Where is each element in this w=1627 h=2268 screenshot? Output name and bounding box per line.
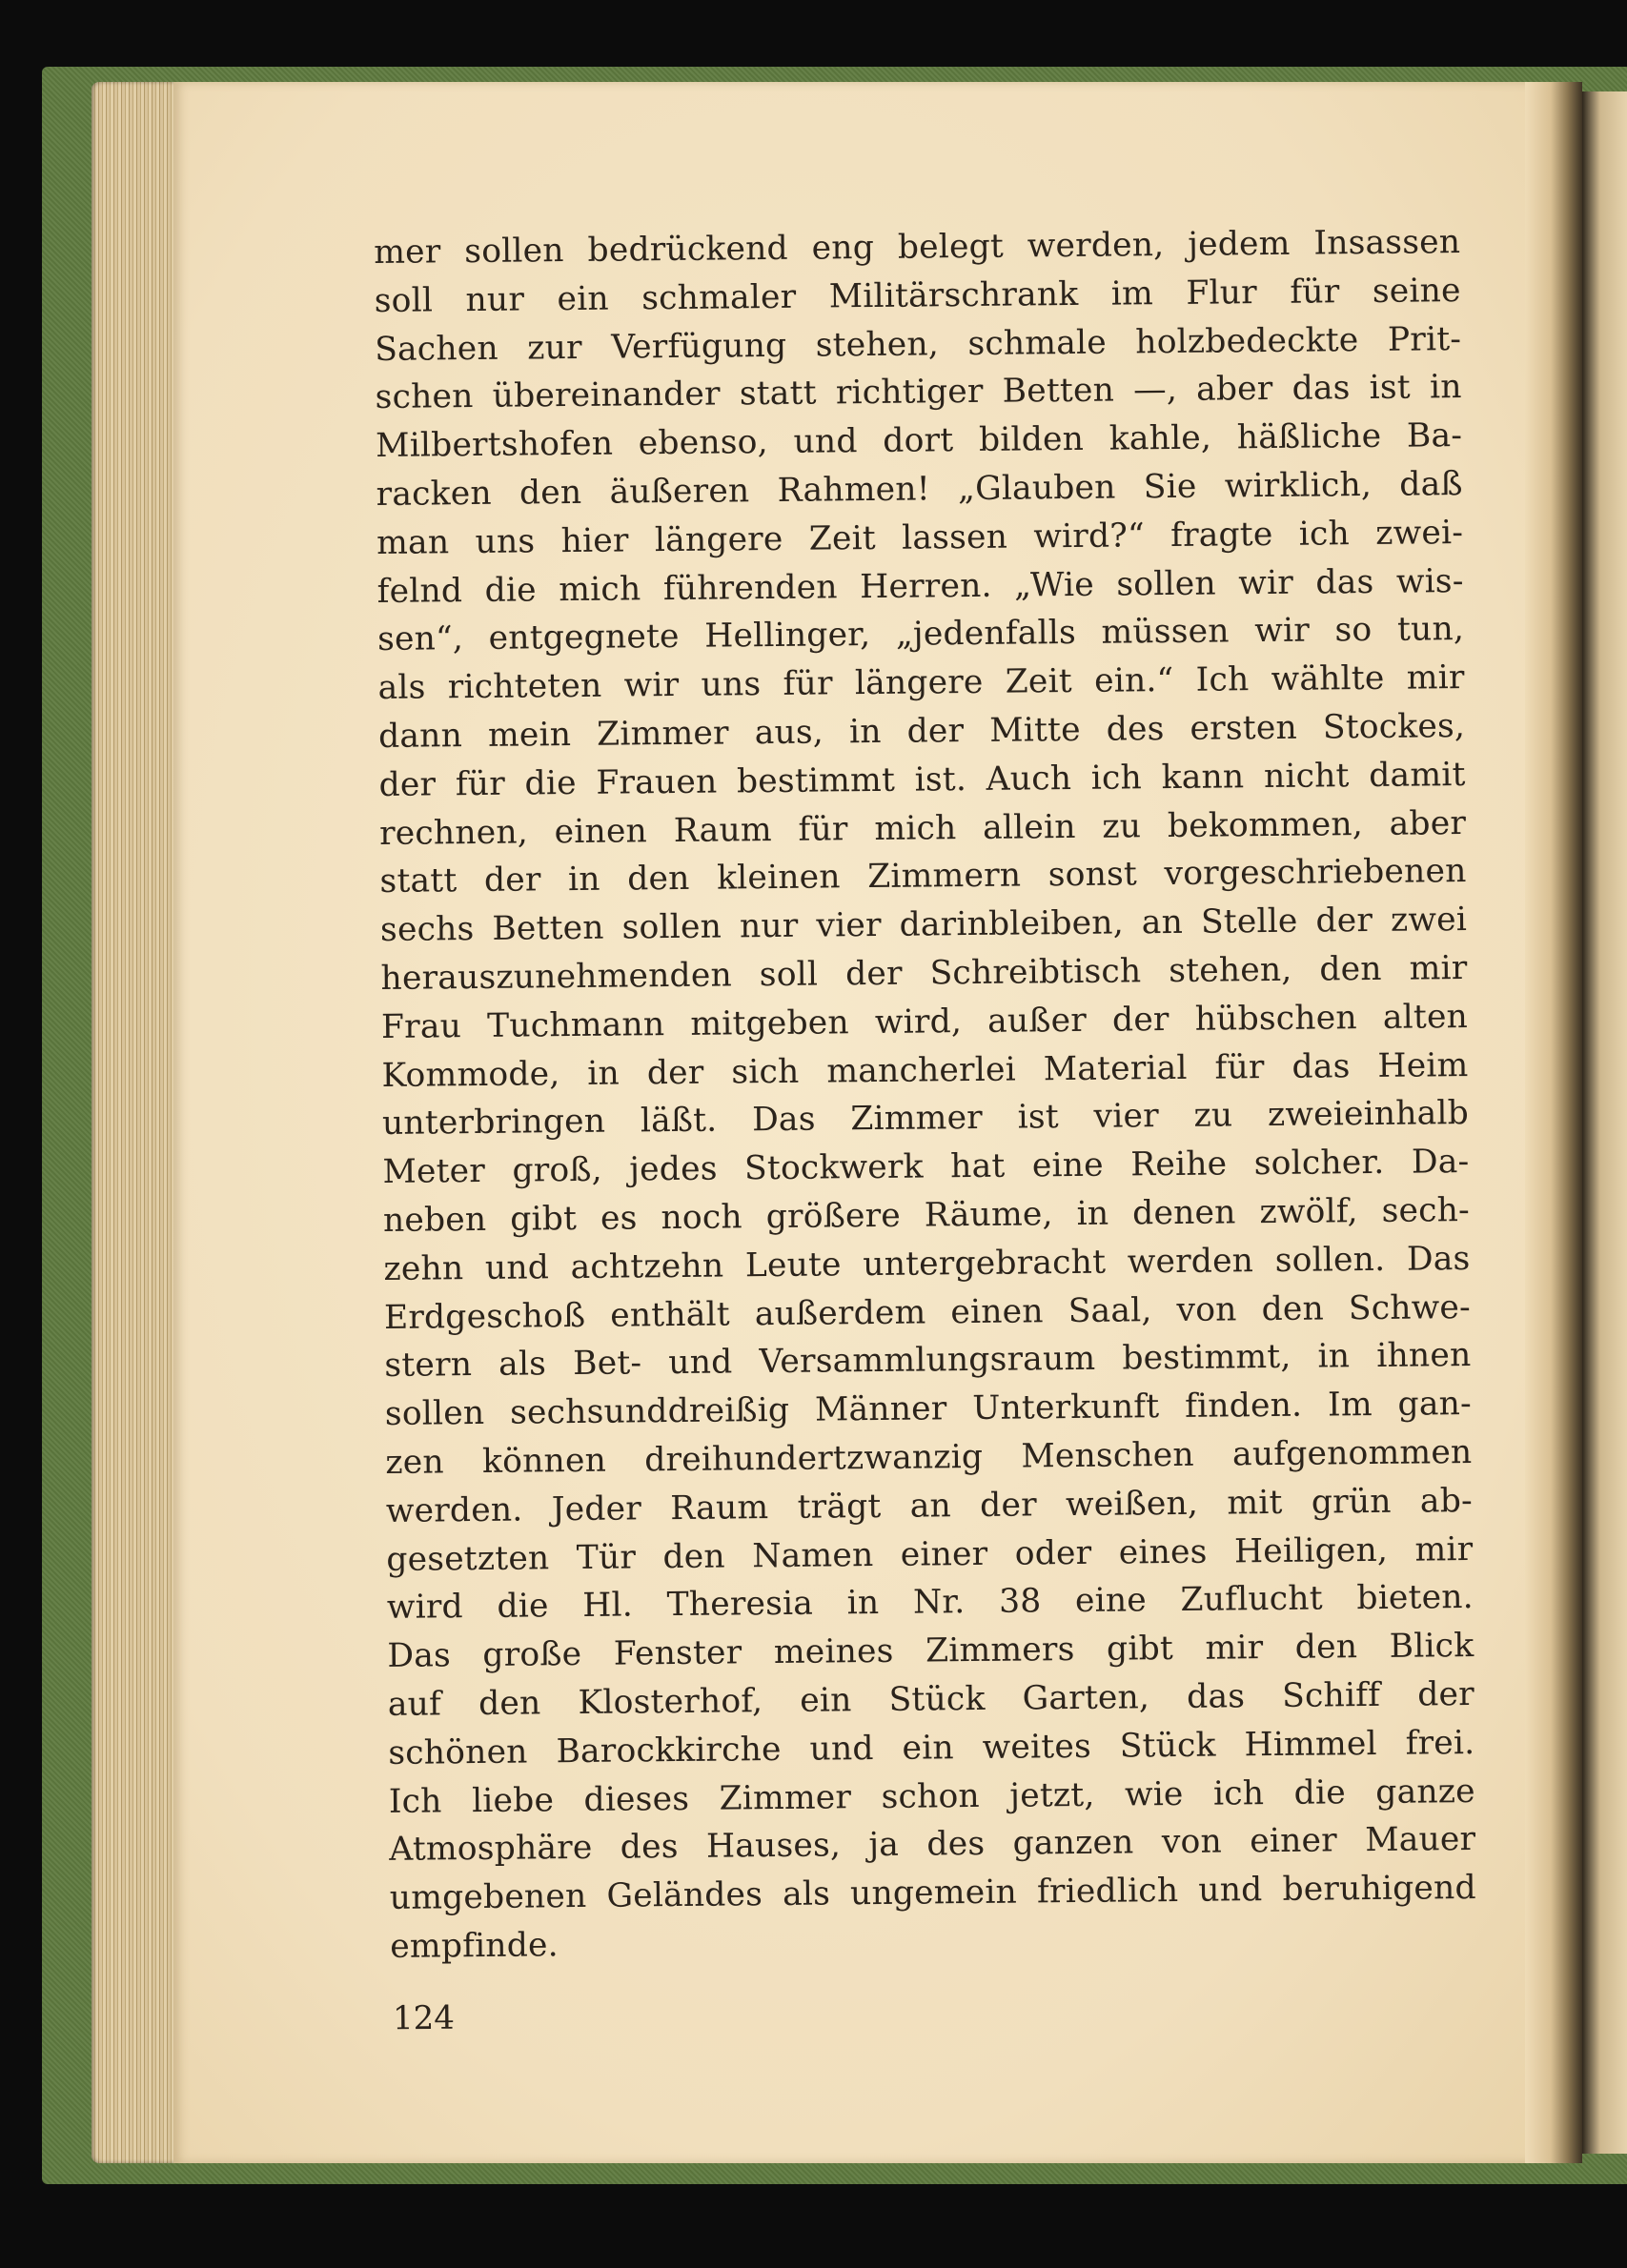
- text-line: der für die Frauen bestimmt ist. Auch ich kann nicht damit: [378, 755, 1466, 804]
- text-line: felnd die mich führenden Herren. „Wie sollen wir das wis-: [376, 561, 1464, 611]
- text-line: schen übereinander statt richtiger Betten —, aber das ist in: [375, 368, 1462, 417]
- facing-page-edge: [1582, 91, 1627, 2154]
- text-line: empfinde.: [390, 1926, 559, 1966]
- text-line: herauszunehmenden soll der Schreibtisch stehen, den mir: [380, 948, 1468, 998]
- text-line: werden. Jeder Raum trägt an der weißen, mit grün ab-: [385, 1481, 1474, 1530]
- text-line: wird die Hl. Theresia in Nr. 38 eine Zuflucht bieten.: [386, 1578, 1474, 1628]
- text-line: zen können dreihundertzwanzig Menschen aufgenommen: [385, 1432, 1473, 1482]
- text-line: schönen Barockkirche und ein weites Stück Himmel frei.: [388, 1723, 1475, 1772]
- book-gutter: [1525, 82, 1582, 2163]
- text-line: zehn und achtzehn Leute untergebracht werden sollen. Das: [383, 1239, 1471, 1288]
- text-line: Milbertshofen ebenso, und dort bilden kahle, häßliche Ba-: [375, 416, 1463, 466]
- body-text: [374, 218, 1477, 1972]
- text-line: stern als Bet- und Versammlungsraum bestimmt, in ihnen: [384, 1336, 1472, 1386]
- text-line: Kommode, in der sich mancherlei Material für das Heim: [381, 1045, 1469, 1095]
- text-line: sollen sechsunddreißig Männer Unterkunft finden. Im gan-: [384, 1385, 1473, 1434]
- text-line: als richteten wir uns für längere Zeit ein.“ Ich wählte mir: [377, 658, 1465, 708]
- text-line: dann mein Zimmer aus, in der Mitte des ersten Stockes,: [377, 707, 1466, 756]
- text-line: Frau Tuchmann mitgeben wird, außer der hübschen alten: [380, 997, 1469, 1046]
- text-line: sechs Betten sollen nur vier darinbleiben, an Stelle der zwei: [379, 901, 1468, 950]
- text-line: sen“, entgegnete Hellinger, „jedenfalls müssen wir so tun,: [376, 610, 1465, 659]
- text-line: unterbringen läßt. Das Zimmer ist vier zu zweieinhalb: [381, 1094, 1470, 1144]
- text-line: neben gibt es noch größere Räume, in denen zwölf, sech-: [382, 1190, 1471, 1240]
- text-line: soll nur ein schmaler Militärschrank im Flur für seine: [374, 271, 1461, 320]
- text-line: Meter groß, jedes Stockwerk hat eine Reihe solcher. Da-: [382, 1143, 1470, 1192]
- text-line: gesetzten Tür den Namen einer oder eines Heiligen, mir: [386, 1529, 1474, 1579]
- text-line: Sachen zur Verfügung stehen, schmale holzbedeckte Prit-: [375, 319, 1462, 369]
- text-line: mer sollen bedrückend eng belegt werden, jedem Insassen: [374, 223, 1461, 272]
- text-line: rechnen, einen Raum für mich allein zu bekommen, aber: [378, 803, 1467, 853]
- text-line: Ich liebe dieses Zimmer schon jetzt, wie ich die ganze: [388, 1772, 1475, 1821]
- text-line: auf den Klosterhof, ein Stück Garten, das Schiff der: [387, 1674, 1475, 1724]
- text-line: man uns hier längere Zeit lassen wird?“ fragte ich zwei-: [376, 513, 1464, 562]
- text-line: Atmosphäre des Hauses, ja des ganzen von einer Mauer: [389, 1820, 1476, 1870]
- text-line: umgebenen Geländes als ungemein friedlich und beruhigend: [389, 1869, 1476, 1918]
- text-line: Erdgeschoß enthält außerdem einen Saal, von den Schwe-: [383, 1287, 1472, 1337]
- page-number: 124: [392, 1998, 456, 2038]
- text-line: statt der in den kleinen Zimmern sonst vorgeschriebenen: [379, 852, 1467, 901]
- text-line: Das große Fenster meines Zimmers gibt mir den Blick: [387, 1627, 1474, 1676]
- text-line: racken den äußeren Rahmen! „Glauben Sie wirklich, daß: [376, 465, 1463, 514]
